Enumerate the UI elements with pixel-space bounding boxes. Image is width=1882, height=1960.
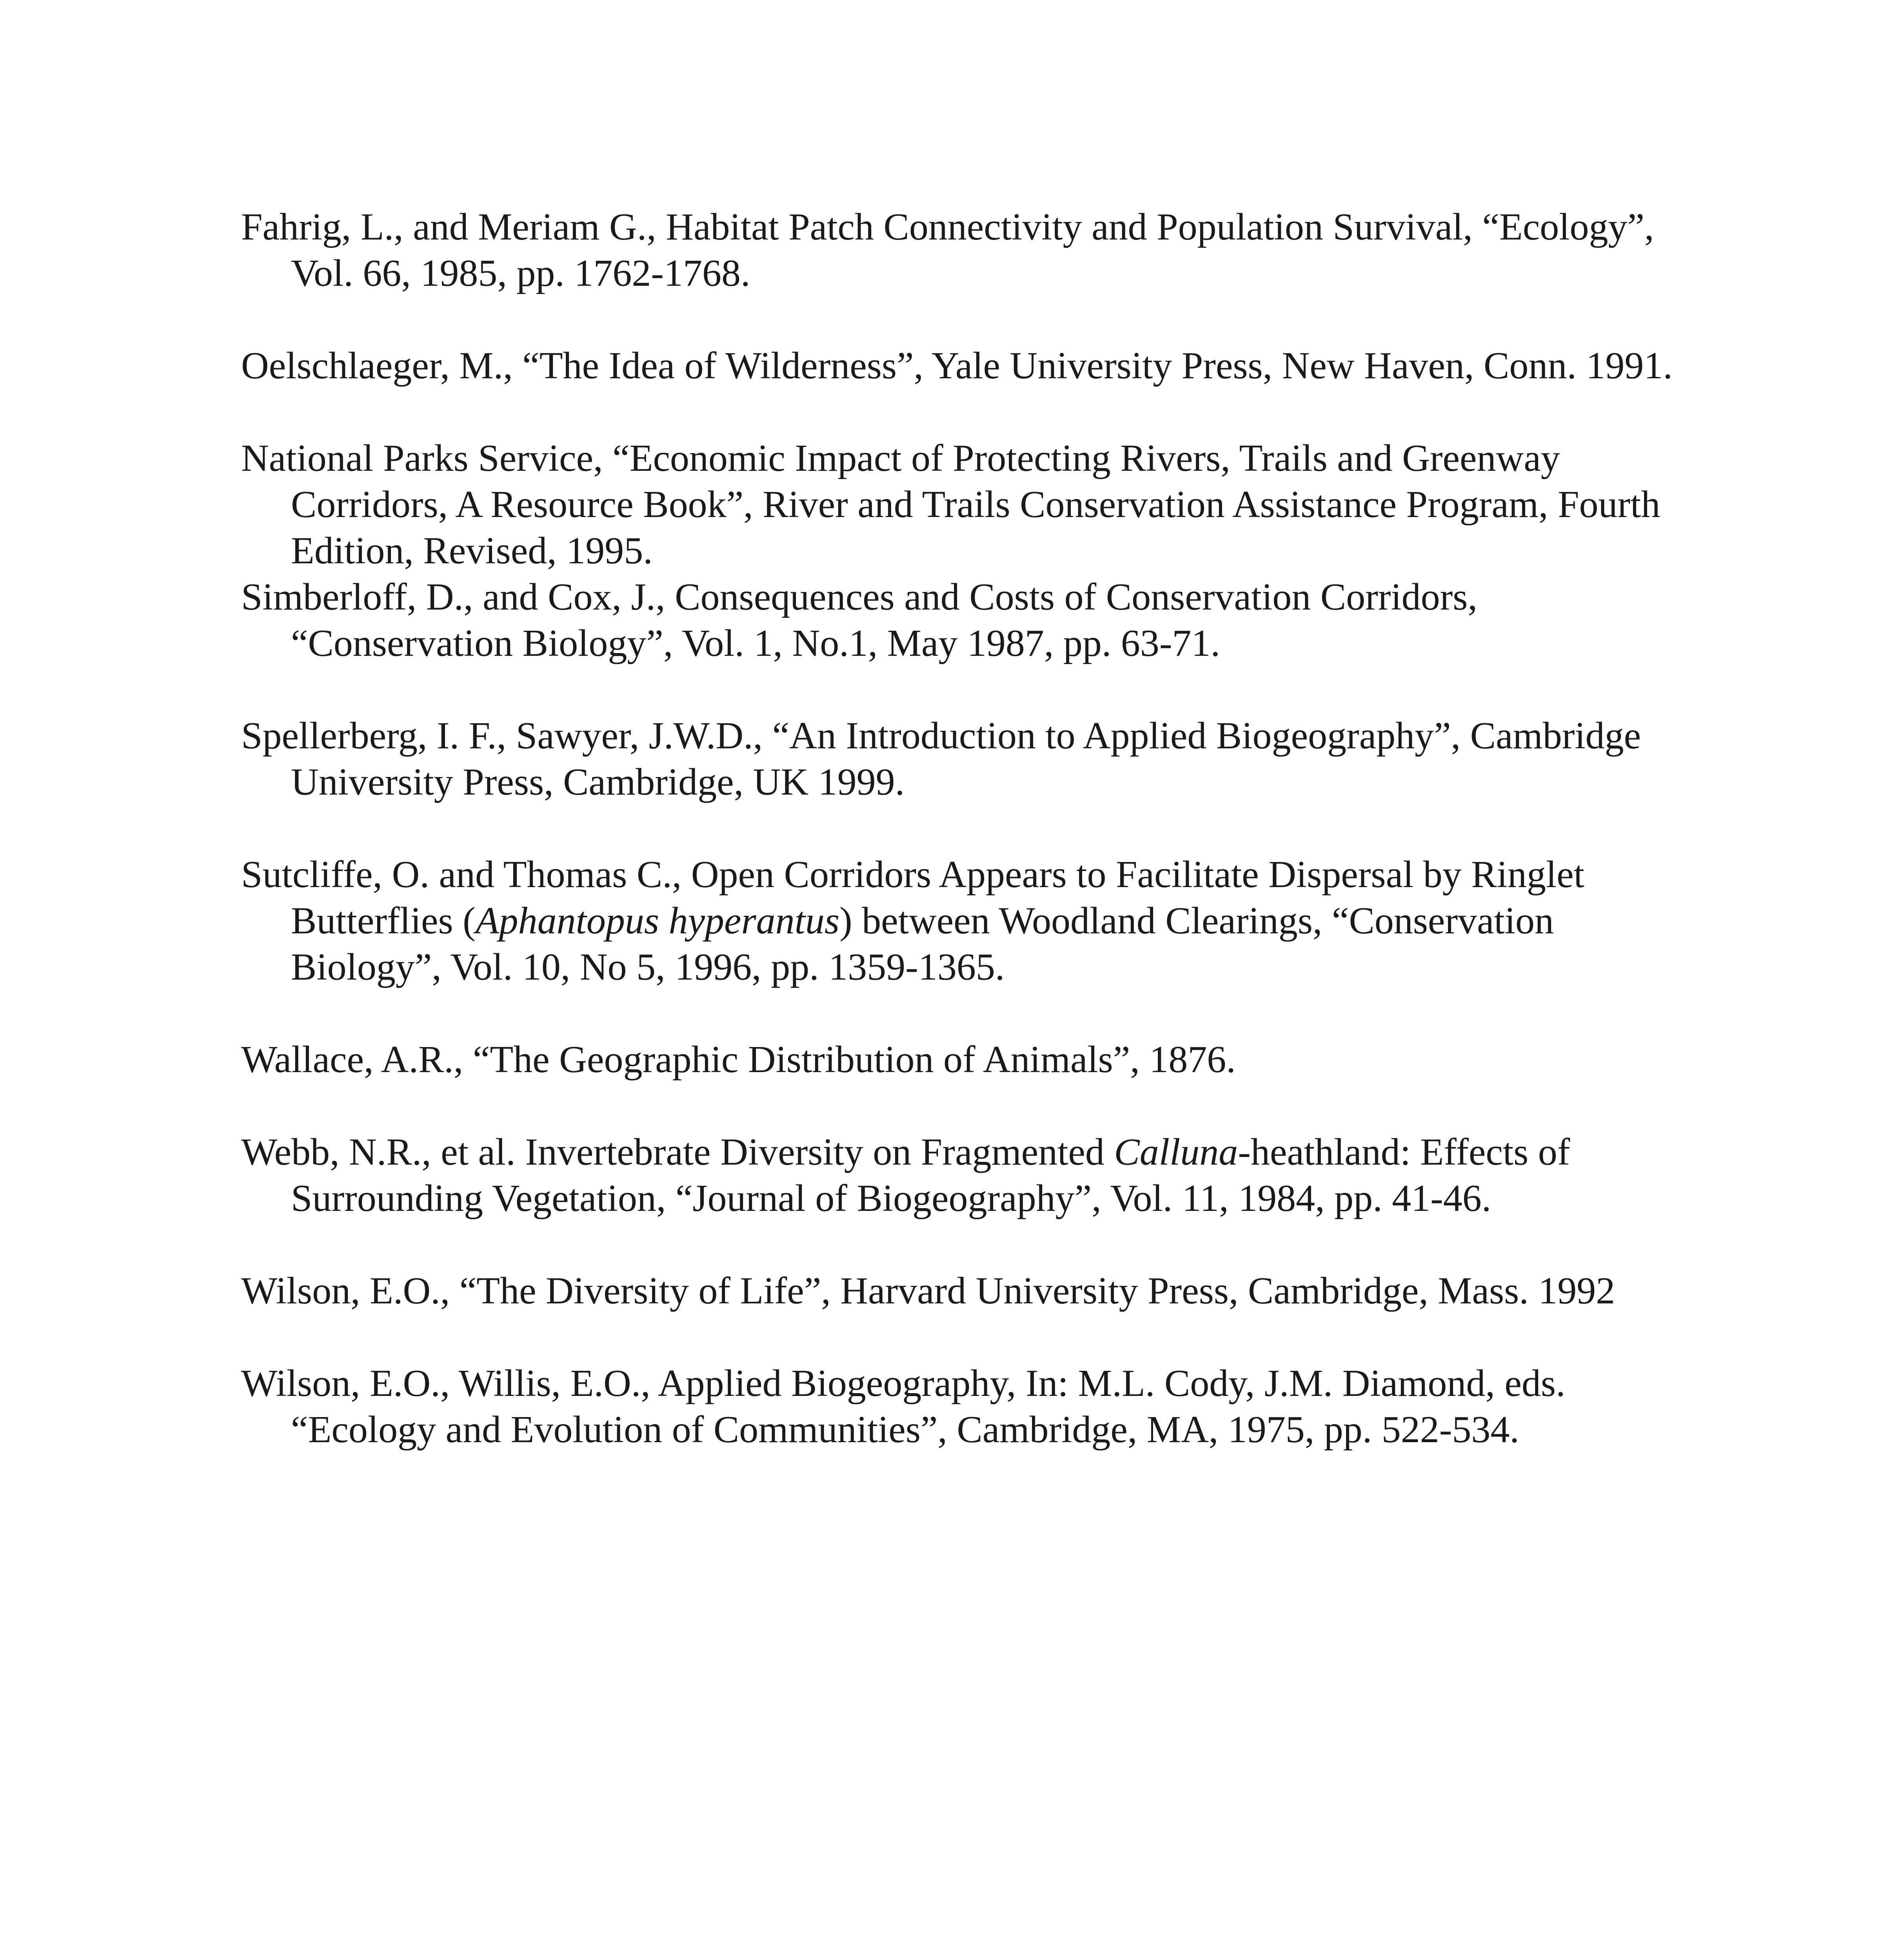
genus-name: Calluna <box>1114 1131 1238 1173</box>
reference-list <box>241 204 1700 1499</box>
reference-text: ) between Woodland Clearings, “Conservation Biology”, Vol. 10, No 5, 1996, pp. 1359-1365. <box>291 900 1554 988</box>
reference-text: Sutcliffe, O. and Thomas C., Open Corridors Appears to Facilitate Dispersal by Ringlet Butterflies ( <box>241 853 1584 942</box>
reference-entry-wilson-willis: Wilson, E.O., Willis, E.O., Applied Biogeography, In: M.L. Cody, J.M. Diamond, eds. “Ecology and Evolution of Communities”, Cambridge, MA, 1975, pp. 522-534. <box>241 1362 1566 1451</box>
reference-entry-spellerberg: Spellerberg, I. F., Sawyer, J.W.D., “An Introduction to Applied Biogeography”, Cambridge University Press, Cambridge, UK 1999. <box>241 715 1641 803</box>
reference-entry-wallace: Wallace, A.R., “The Geographic Distribution of Animals”, 1876. <box>241 1038 1236 1081</box>
reference-entry-simberloff: Simberloff, D., and Cox, J., Consequences and Costs of Conservation Corridors, “Conservation Biology”, Vol. 1, No.1, May 1987, pp. 63-71. <box>241 576 1477 664</box>
species-name: Aphantopus hyperantus <box>475 900 840 942</box>
reference-entry-oelschlaeger: Oelschlaeger, M., “The Idea of Wilderness”, Yale University Press, New Haven, Conn. 1991. <box>241 345 1673 387</box>
reference-text: -heathland: Effects of Surrounding Vegetation, “Journal of Biogeography”, Vol. 11, 1984, pp. 41-46. <box>291 1131 1570 1220</box>
reference-entry-fahrig: Fahrig, L., and Meriam G., Habitat Patch Connectivity and Population Survival, “Ecology”, Vol. 66, 1985, pp. 1762-1768. <box>241 206 1654 294</box>
reference-entry-webb <box>241 1129 1700 1221</box>
reference-entry-wilson-diversity: Wilson, E.O., “The Diversity of Life”, Harvard University Press, Cambridge, Mass. 1992 <box>241 1270 1615 1312</box>
reference-entry-national-parks-service: National Parks Service, “Economic Impact of Protecting Rivers, Trails and Greenway Corridors, A Resource Book”, River and Trails Conservation Assistance Program, Fourth Edition, Revised, 1995. <box>241 437 1660 572</box>
reference-text: Webb, N.R., et al. Invertebrate Diversity on Fragmented <box>241 1131 1114 1173</box>
reference-entry-sutcliffe <box>241 851 1700 990</box>
